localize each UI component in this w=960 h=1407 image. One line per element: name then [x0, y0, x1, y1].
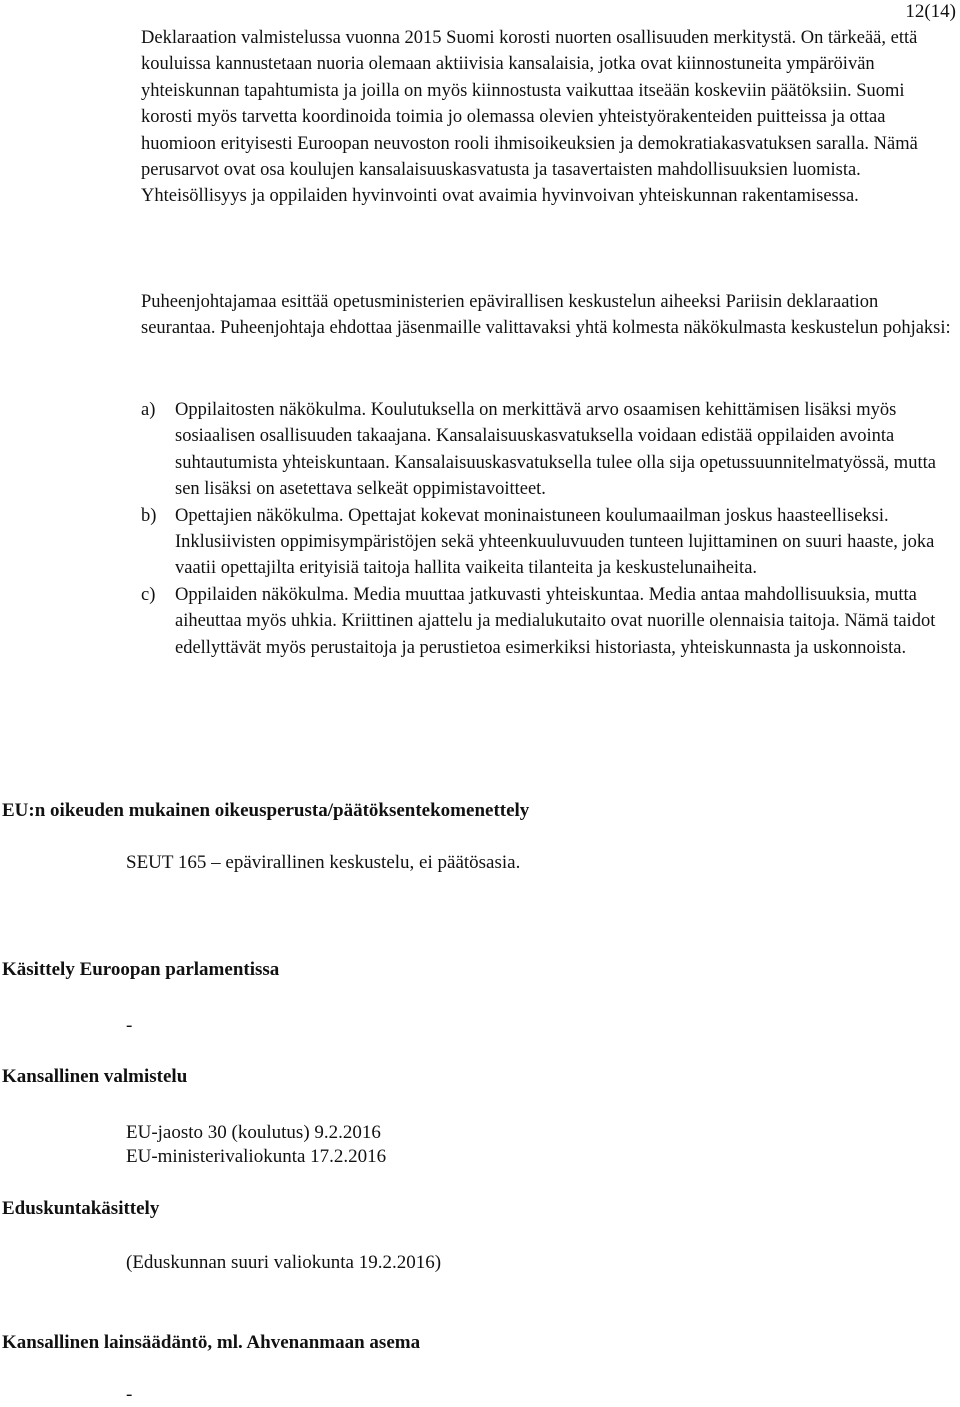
- parliament-handling-heading: Eduskuntakäsittely: [2, 1198, 160, 1219]
- viewpoint-item-b: [141, 503, 957, 582]
- list-item-text: Oppilaitosten näkökulma. Koulutuksella on merkittävä arvo osaamisen kehittämisen lisäksi myös sosiaalisen osallisuuden takaajana. Kansalaisuuskasvatuksella voidaan edistää oppilaiden avointa suhtautumista yhteiskuntaan. Kansalaisuuskasvatuksella tulee olla sija opetussuunnitelmatyössä, mutta sen lisäksi on asetettava selkeät oppimistavoitteet.: [175, 400, 936, 500]
- viewpoint-item-c: [141, 582, 957, 661]
- national-preparation-line-2: EU-ministerivaliokunta 17.2.2016: [126, 1146, 387, 1167]
- national-legislation-heading: Kansallinen lainsäädäntö, ml. Ahvenanmaan asema: [2, 1332, 421, 1353]
- intro-paragraph-2: Puheenjohtajamaa esittää opetusministerien epävirallisen keskustelun aiheeksi Pariisin deklaraation seurantaa. Puheenjohtaja ehdottaa jäsenmaille valittavaksi yhtä kolmesta näkökulmasta keskustelun pohjaksi:: [141, 292, 951, 339]
- page-number: 12(14): [905, 1, 956, 22]
- list-marker: c): [141, 584, 156, 605]
- list-marker: a): [141, 400, 156, 420]
- parliament-handling-text: (Eduskunnan suuri valiokunta 19.2.2016): [126, 1252, 442, 1273]
- list-marker: b): [141, 505, 157, 526]
- viewpoint-item-a: [141, 397, 957, 503]
- intro-paragraph-1: Deklaraation valmistelussa vuonna 2015 Suomi korosti nuorten osallisuuden merkitystä. On tärkeää, että kouluissa kannustetaan nuoria olemaan aktiivisia kansalaisia, jotka ovat kiinnostuneita ympäröivän yhteiskunnan tapahtumista ja joilla on myös kiinnostusta vaikuttaa itseään koskeviin päätöksiin. Suomi korosti myös tarvetta koordinoida toimia jo olemassa olevien yhteistyörakenteiden puitteissa ja ottaa huomioon erityisesti Euroopan neuvoston rooli ihmisoikeuksien ja demokratiakasvatuksen saralla. Nämä perusarvot ovat osa koulujen kansalaisuuskasvatusta ja tasavertaisten mahdollisuuksien luomista. Yhteisöllisyys ja oppilaiden hyvinvointi ovat avaimia hyvinvoivan yhteiskunnan rakentamisessa.: [141, 28, 918, 207]
- list-item-text: Opettajien näkökulma. Opettajat kokevat moninaistuneen koulumaailman joskus haasteelliseksi. Inklusiivisten oppimisympäristöjen sekä yhteenkuuluvuuden tunteen lujittaminen on suuri haaste, joka vaatii opettajilta erityisiä taitoja hallita vaikeita tilanteita ja keskustelunaiheita.: [175, 505, 935, 579]
- viewpoint-list: [141, 397, 957, 661]
- legal-basis-text: SEUT 165 – epävirallinen keskustelu, ei päätösasia.: [126, 852, 521, 873]
- national-legislation-text: -: [126, 1384, 133, 1405]
- european-parliament-heading: Käsittely Euroopan parlamentissa: [2, 959, 280, 980]
- national-preparation-heading: Kansallinen valmistelu: [2, 1066, 188, 1087]
- national-preparation-line-1: EU-jaosto 30 (koulutus) 9.2.2016: [126, 1122, 381, 1143]
- list-item-text: Oppilaiden näkökulma. Media muuttaa jatkuvasti yhteiskuntaa. Media antaa mahdollisuuksia, mutta aiheuttaa myös uhkia. Kriittinen ajattelu ja medialukutaito ovat nuorille olennaisia taitoja. Nämä taidot edellyttävät myös perustaitoja ja perustietoa esimerkiksi historiasta, yhteiskunnasta ja uskonnoista.: [175, 584, 936, 658]
- european-parliament-text: -: [126, 1015, 133, 1036]
- legal-basis-heading: EU:n oikeuden mukainen oikeusperusta/päätöksentekomenettely: [2, 800, 530, 821]
